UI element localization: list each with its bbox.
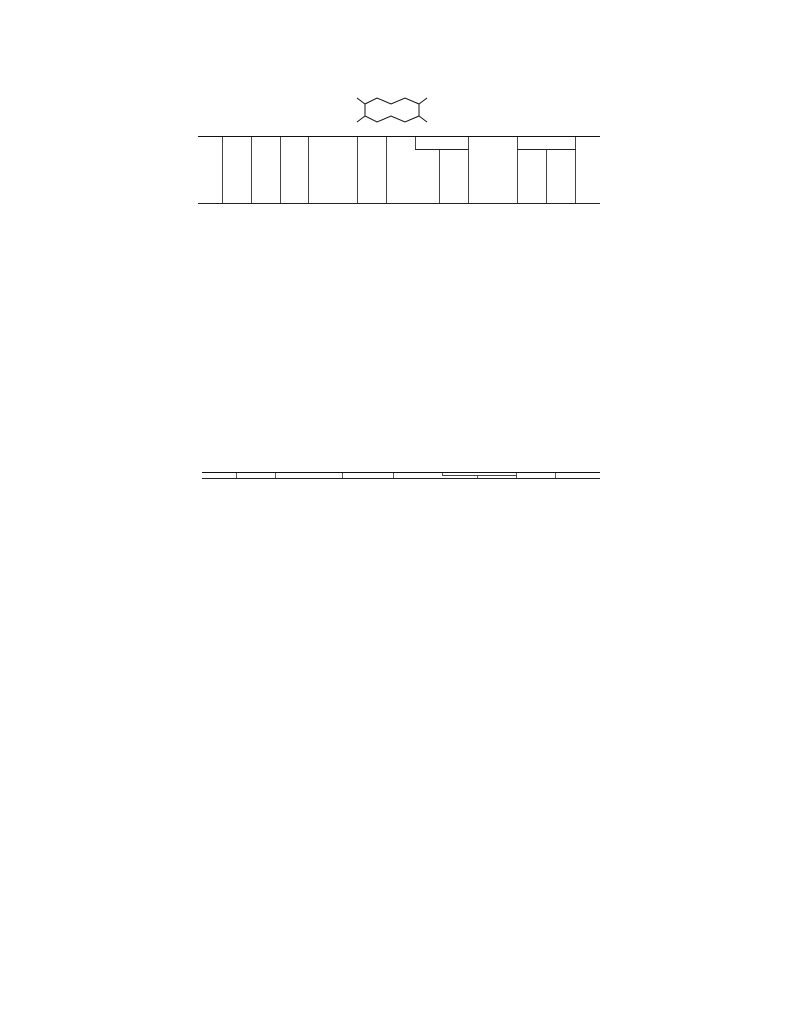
table3: [198, 136, 600, 204]
t4-col-refractive: [394, 473, 443, 479]
col-rp: [251, 137, 280, 204]
t4-col-compound: [202, 473, 237, 479]
t4-col-density: [343, 473, 394, 479]
t4-col-rf: [517, 473, 556, 479]
col-r: [222, 137, 251, 204]
ir-spectra-figure: [240, 660, 570, 875]
t4-col-bp: [276, 473, 343, 479]
col-bp: [309, 137, 358, 204]
col-refractive: [387, 137, 416, 204]
col-sulfur: [518, 137, 576, 150]
col-formula: [469, 137, 518, 204]
col-density: [358, 137, 387, 204]
col-rpp: [280, 137, 309, 204]
t4-col-isomer: [237, 473, 276, 479]
table4: [202, 472, 600, 479]
col-mrd: [416, 137, 469, 150]
t4-col-found: [443, 476, 478, 479]
t4-col-ratio: [556, 473, 601, 479]
dithiane-structure-diagram: [335, 92, 495, 128]
t4-col-calc: [478, 476, 517, 479]
